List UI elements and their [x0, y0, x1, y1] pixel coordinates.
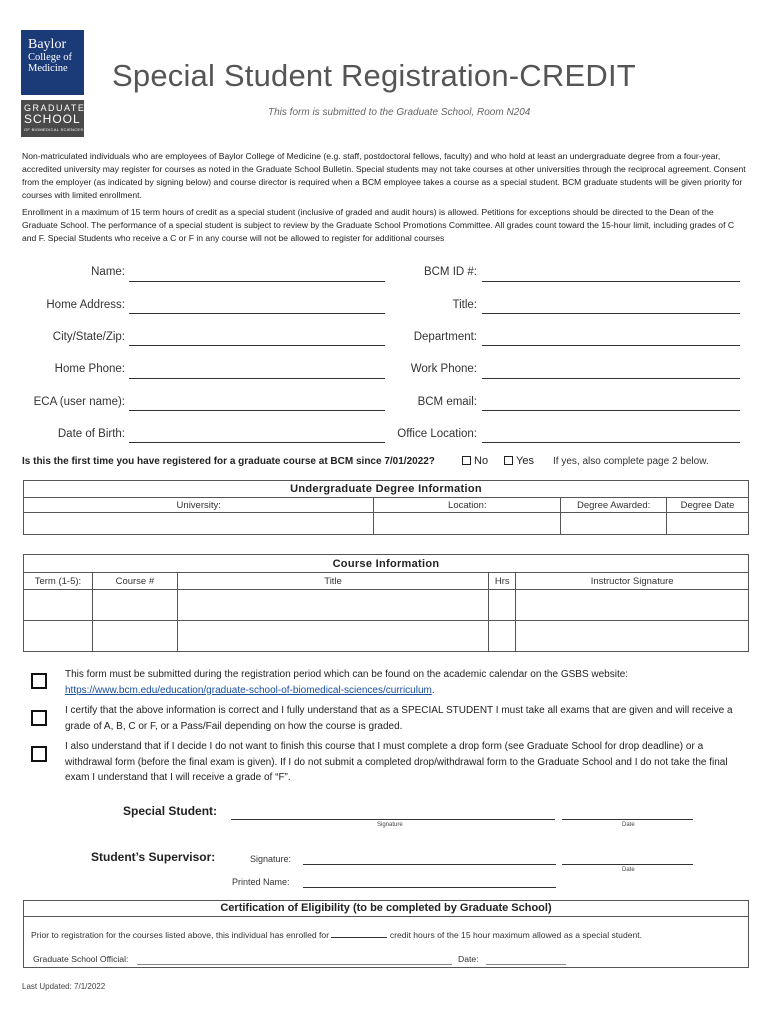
course-header-number: Course # [92, 573, 177, 590]
course-title-cell[interactable] [177, 590, 489, 621]
special-student-date-line[interactable] [562, 819, 693, 820]
gsbs-curriculum-link[interactable]: https://www.bcm.edu/education/graduate-school-of-biomedical-sciences/curriculum [65, 684, 432, 696]
gs-logo-line1: GRADUATE [24, 103, 86, 113]
degree-header-date: Degree Date [667, 498, 749, 513]
course-instructor-cell[interactable] [516, 621, 749, 652]
special-student-signature-caption: Signature [377, 822, 403, 828]
bcm-id-field[interactable] [482, 281, 740, 282]
bcm-email-label: BCM email: [417, 396, 477, 408]
special-student-label: Special Student: [123, 804, 218, 818]
last-updated: Last Updated: 7/1/2022 [22, 982, 106, 991]
gs-logo-line2: SCHOOL [24, 112, 81, 126]
course-row [24, 621, 749, 652]
certification-text [31, 930, 642, 940]
course-header-hrs: Hrs [489, 573, 516, 590]
supervisor-signature-line[interactable] [303, 864, 556, 865]
home-phone-field[interactable] [129, 378, 385, 379]
degree-date-cell[interactable] [667, 513, 749, 535]
name-field[interactable] [129, 281, 385, 282]
eca-label: ECA (user name): [33, 396, 125, 408]
certification-title: Certification of Eligibility (to be completed by Graduate School) [23, 900, 749, 917]
city-state-zip-label: City/State/Zip: [52, 331, 125, 343]
first-time-yes-option[interactable] [504, 455, 534, 467]
degree-awarded-cell[interactable] [561, 513, 667, 535]
course-table-title: Course Information [24, 555, 749, 573]
degree-header-location: Location: [374, 498, 561, 513]
course-header-instructor: Instructor Signature [516, 573, 749, 590]
bcm-logo-line3: Medicine [28, 63, 68, 74]
bcm-logo-line2: College of [28, 52, 73, 63]
department-label: Department: [413, 331, 477, 343]
department-field[interactable] [482, 345, 740, 346]
bcm-logo [21, 30, 84, 95]
degree-header-awarded: Degree Awarded: [561, 498, 667, 513]
title-label: Title: [452, 299, 477, 311]
first-time-question: Is this the first time you have registered for a graduate course at BCM since 7/01/2022? [22, 456, 435, 467]
city-state-zip-field[interactable] [129, 345, 385, 346]
submission-period-checkbox[interactable] [31, 673, 47, 689]
supervisor-signature-label: Signature: [250, 854, 292, 864]
course-term-cell[interactable] [24, 590, 93, 621]
official-date-line[interactable] [486, 964, 566, 965]
first-time-no-label: No [474, 455, 489, 467]
printed-name-line[interactable] [303, 887, 556, 888]
degree-location-cell[interactable] [374, 513, 561, 535]
title-field[interactable] [482, 313, 740, 314]
degree-university-cell[interactable] [24, 513, 374, 535]
office-location-label: Office Location: [397, 428, 477, 440]
bcm-logo-line1: Baylor [28, 37, 67, 52]
official-line[interactable] [137, 964, 452, 965]
eca-field[interactable] [129, 410, 385, 411]
course-title-cell[interactable] [177, 621, 489, 652]
supervisor-date-caption: Date [622, 867, 635, 873]
official-label: Graduate School Official: [33, 954, 129, 964]
certification-text-after: credit hours of the 15 hour maximum allowed as a special student. [389, 930, 643, 940]
course-term-cell[interactable] [24, 621, 93, 652]
work-phone-field[interactable] [482, 378, 740, 379]
page-title: Special Student Registration-CREDIT [112, 58, 636, 93]
course-instructor-cell[interactable] [516, 590, 749, 621]
course-number-cell[interactable] [92, 621, 177, 652]
degree-header-university: University: [24, 498, 374, 513]
supervisor-date-line[interactable] [562, 864, 693, 865]
enrollment-paragraph: Enrollment in a maximum of 15 term hours of credit as a special student (inclusive of graded and audit hours) is allowed. Petitions for exceptions should be directed to the Dean of the Graduate School. The performance of a special student is subject to review by the Graduate School Promotions Committee. All grades count toward the 15-hour limit, including grades of C and F. Special Students who receive a C or F in any course will not be allowed to register for additional courses [22, 207, 735, 243]
course-hrs-cell[interactable] [489, 590, 516, 621]
supervisor-label: Student’s Supervisor: [91, 850, 216, 864]
certify-text: I certify that the above information is correct and I fully understand that as a SPECIAL STUDENT I must take all exams that are given and will receive a grade of A, B, C or F, or a Pass/Fail depending on how the course is graded. [65, 705, 733, 732]
name-label: Name: [91, 266, 125, 278]
submission-period-period: . [431, 684, 435, 696]
degree-table [23, 480, 749, 535]
work-phone-label: Work Phone: [410, 363, 477, 375]
bcm-email-field[interactable] [482, 410, 740, 411]
page-subtitle: This form is submitted to the Graduate School, Room N204 [268, 107, 531, 118]
intro-paragraph: Non-matriculated individuals who are employees of Baylor College of Medicine (e.g. staff, postdoctoral fellows, faculty) and who hold at least an undergraduate degree from a four-year, accredited university may register for courses as noted in the Graduate School Bulletin. Special students may not take courses at other universities through the reciprocal agreement. Consent from the employer (as indicated by signing below) and course director is required when a BCM employee takes a course as a special student. BCM graduate students will be given priority for courses with limited enrollment. [22, 151, 746, 200]
course-number-cell[interactable] [92, 590, 177, 621]
home-phone-label: Home Phone: [54, 363, 125, 375]
bcm-id-label: BCM ID #: [423, 266, 477, 278]
degree-table-title: Undergraduate Degree Information [24, 481, 749, 498]
home-address-field[interactable] [129, 313, 385, 314]
course-table [23, 554, 749, 652]
special-student-date-caption: Date [622, 822, 635, 828]
graduate-school-logo [21, 100, 84, 137]
dob-field[interactable] [129, 442, 385, 443]
special-student-signature-line[interactable] [231, 819, 555, 820]
certification-text-before: Prior to registration for the courses listed above, this individual has enrolled for [31, 930, 330, 940]
printed-name-label: Printed Name: [232, 877, 290, 887]
course-header-title: Title [177, 573, 489, 590]
degree-row [24, 513, 749, 535]
course-hrs-cell[interactable] [489, 621, 516, 652]
first-time-no-option[interactable] [462, 455, 488, 467]
drop-form-text: I also understand that if I decide I do not want to finish this course that I must complete a drop form (see Graduate School for drop deadline) or a withdrawal form (before the final exam is given). If I do not submit a completed drop/withdrawal form to the Graduate School and I do not take the final exam I understand that I will receive a grade of “F”. [65, 741, 728, 783]
first-time-yes-label: Yes [516, 455, 534, 467]
course-row [24, 590, 749, 621]
submission-period-text [65, 667, 745, 698]
first-time-no-checkbox[interactable] [462, 456, 471, 465]
dob-label: Date of Birth: [57, 428, 125, 440]
home-address-label: Home Address: [46, 299, 125, 311]
drop-form-checkbox[interactable] [31, 746, 47, 762]
first-time-note: If yes, also complete page 2 below. [553, 456, 709, 467]
gs-logo-line3: OF BIOMEDICAL SCIENCES [24, 127, 84, 132]
course-header-term: Term (1-5): [24, 573, 93, 590]
first-time-yes-checkbox[interactable] [504, 456, 513, 465]
official-date-label: Date: [458, 954, 479, 964]
credit-hours-field[interactable] [331, 930, 387, 938]
office-location-field[interactable] [482, 442, 740, 443]
submission-period-statement: This form must be submitted during the registration period which can be found on the academic calendar on the GSBS website: [65, 669, 629, 680]
certify-checkbox[interactable] [31, 710, 47, 726]
